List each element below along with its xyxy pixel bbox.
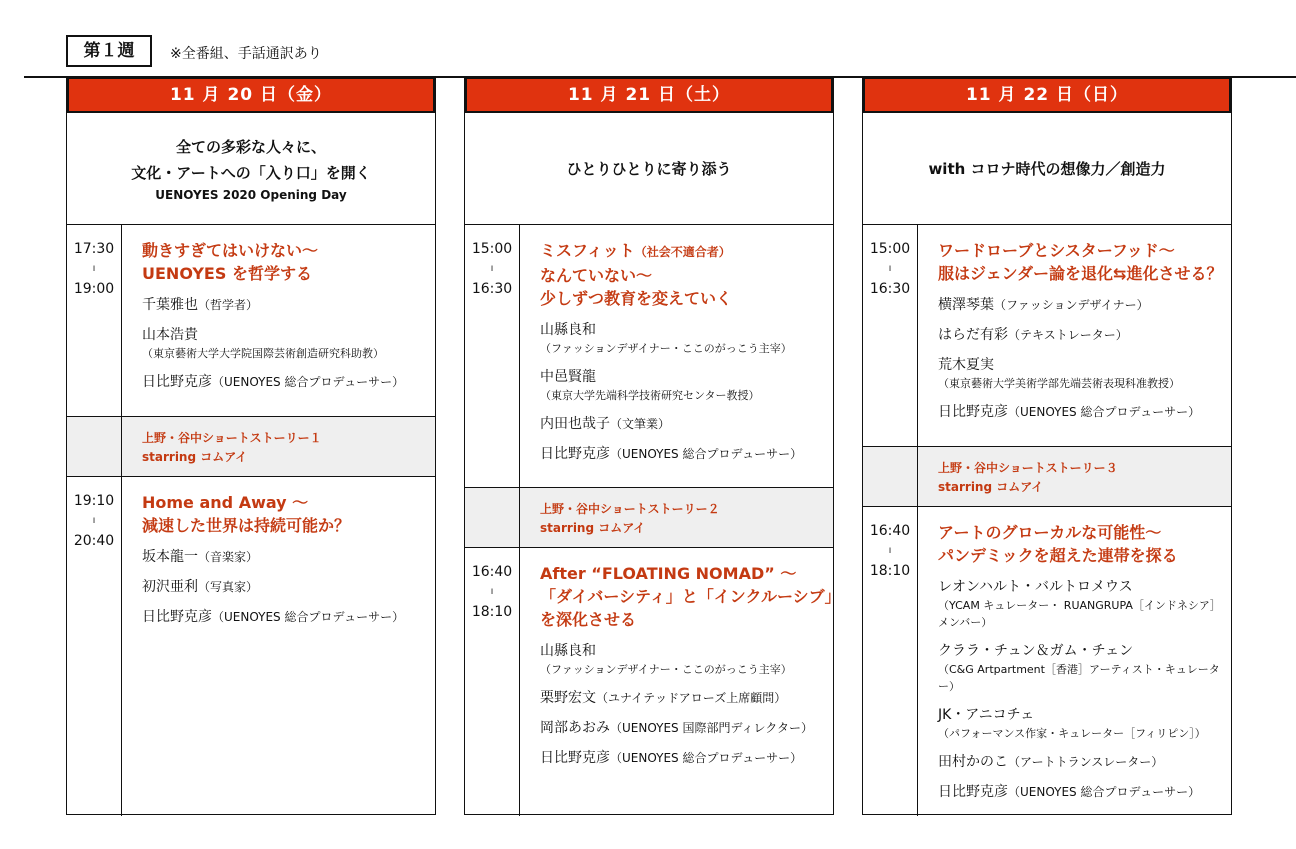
time-slot [465, 225, 520, 487]
speaker-role: （UENOYES 総合プロデューサー） [610, 447, 803, 461]
session-title-line: ワードローブとシスターフッド～ [938, 241, 1175, 260]
session-content [918, 447, 1231, 506]
speaker-role: （テキストレーター） [1008, 328, 1128, 342]
speaker-name: 日比野克彦 [938, 404, 1008, 420]
speaker-role: （東京大学先端科学技術研究センター教授） [540, 389, 760, 402]
speaker-role: （UENOYES 総合プロデューサー） [610, 751, 803, 765]
time-start: 17:30 [73, 241, 115, 257]
day-column [862, 76, 1232, 815]
speaker-name: 日比野克彦 [938, 784, 1008, 800]
session-content [918, 225, 1231, 446]
session-title [142, 239, 435, 285]
session-content [122, 477, 435, 816]
speaker-name: 日比野克彦 [142, 609, 212, 625]
title-note: （社会不適合者） [634, 245, 731, 259]
speaker-role: （YCAM キュレーター・ RUANGRUPA［インドネシア］メンバー） [938, 599, 1221, 629]
speaker-role: （UENOYES 総合プロデューサー） [1008, 785, 1201, 799]
rule-left [24, 76, 68, 78]
short-story-title: starring コムアイ [142, 450, 248, 464]
week-label: 第１週 [66, 35, 152, 67]
speaker [938, 325, 1231, 345]
rule-right [1228, 76, 1296, 78]
speaker [540, 641, 833, 678]
session-title-line: 減速した世界は持続可能か？ [142, 516, 351, 535]
short-story-title: 上野・谷中ショートストーリー１ [142, 431, 322, 445]
speaker [938, 402, 1231, 422]
time-start: 19:10 [73, 493, 115, 509]
session-title-line: 動きすぎてはいけない～ [142, 241, 319, 260]
speaker-name: 山縣良和 [540, 643, 596, 659]
speaker [142, 547, 435, 567]
speaker-role: （東京藝術大学大学院国際芸術創造研究科助教） [142, 347, 384, 360]
time-slot [863, 447, 918, 506]
session-title-line: After “FLOATING NOMAD” ～ [540, 564, 797, 583]
session-title-line: アートのグローカルな可能性～ [938, 523, 1162, 542]
time-slot [863, 225, 918, 446]
speaker-role: （UENOYES 国際部門ディレクター） [610, 721, 814, 735]
short-story-row [863, 447, 1231, 507]
speaker-role: （アートトランスレーター） [1008, 755, 1164, 769]
speaker [938, 641, 1231, 695]
session-title-line: 少しずつ教育を変えていく [540, 289, 733, 308]
session-title-line: UENOYES を哲学する [142, 264, 312, 283]
speaker-name: 荒木夏実 [938, 357, 994, 373]
speaker [142, 577, 435, 597]
speaker [540, 444, 833, 464]
session-content [918, 507, 1231, 816]
session-row [67, 225, 435, 417]
session-row [465, 225, 833, 488]
session-row [67, 477, 435, 816]
speaker-name: 内田也哉子 [540, 416, 610, 432]
time-start: 15:00 [471, 241, 513, 257]
session-title [142, 491, 435, 537]
speaker-role: （UENOYES 総合プロデューサー） [212, 375, 405, 389]
time-start: 15:00 [869, 241, 911, 257]
short-story-title: 上野・谷中ショートストーリー２ [540, 502, 720, 516]
theme-line: ひとりひとりに寄り添う [566, 159, 732, 178]
speaker-role: （パフォーマンス作家・キュレーター［フィリピン］） [938, 727, 1206, 740]
day-theme [863, 113, 1231, 225]
session-content [520, 225, 833, 487]
session-title-line: ミスフィット（社会不適合者） [540, 241, 731, 260]
sign-language-note: ※全番組、手話通訳あり [170, 46, 322, 62]
time-slot [465, 548, 520, 816]
time-end: 20:40 [73, 533, 115, 549]
speaker-name: クララ・チュン＆ガム・チェン [938, 643, 1134, 659]
theme-line: 文化・アートへの「入り口」を開く [131, 163, 371, 182]
speaker [540, 320, 833, 357]
speaker-name: 中邑賢龍 [540, 369, 596, 385]
speaker-role: （写真家） [198, 580, 259, 594]
time-separator: ı [490, 586, 494, 597]
speaker-role: （文筆業） [610, 417, 671, 431]
session-title [938, 239, 1231, 285]
time-start: 16:40 [471, 564, 513, 580]
speaker-role: （ユナイテッドアローズ上席顧問） [596, 691, 787, 705]
speaker [540, 748, 833, 768]
short-story-title: starring コムアイ [938, 480, 1044, 494]
speaker-role: （ファッションデザイナー） [994, 298, 1149, 312]
speaker [938, 705, 1231, 742]
speaker [142, 295, 435, 315]
speaker-role: （ファッションデザイナー・ここのがっこう主宰） [540, 663, 792, 676]
speaker-name: 日比野克彦 [142, 374, 212, 390]
session-row [465, 548, 841, 816]
session-title-line: なんていない～ [540, 266, 653, 285]
speaker [540, 367, 833, 404]
session-title-line: を深化させる [540, 610, 637, 629]
speaker [938, 577, 1231, 631]
day-theme [465, 113, 833, 225]
speaker [142, 607, 435, 627]
session-row [863, 225, 1231, 447]
speaker-role: （UENOYES 総合プロデューサー） [1008, 405, 1201, 419]
speaker-name: 横澤琴葉 [938, 297, 994, 313]
session-title-line: Home and Away ～ [142, 493, 309, 512]
time-separator: ı [92, 515, 96, 526]
session-content [520, 488, 833, 547]
speaker [540, 414, 833, 434]
speaker-name: 日比野克彦 [540, 446, 610, 462]
speaker-name: 初沢亜利 [142, 579, 198, 595]
speaker [540, 688, 833, 708]
theme-line: 全ての多彩な人々に、 [175, 137, 326, 156]
date-header: 11 月 20 日（金） [67, 77, 435, 113]
time-separator: ı [92, 263, 96, 274]
speaker-name: 栗野宏文 [540, 690, 596, 706]
speaker-name: はらだ有彩 [938, 327, 1008, 343]
speaker-name: レオンハルト・バルトロメウス [938, 579, 1133, 595]
speaker-role: （ファッションデザイナー・ここのがっこう主宰） [540, 342, 792, 355]
date-header: 11 月 21 日（土） [465, 77, 833, 113]
time-end: 18:10 [471, 604, 513, 620]
session-content [520, 548, 841, 816]
short-story-row [67, 417, 435, 477]
time-slot [67, 477, 122, 816]
speaker-name: 岡部あおみ [540, 720, 610, 736]
time-separator: ı [490, 263, 494, 274]
speaker-role: （哲学者） [198, 298, 259, 312]
speaker-name: 山本浩貴 [142, 327, 198, 343]
session-row [863, 507, 1231, 816]
speaker-name: 千葉雅也 [142, 297, 198, 313]
day-theme [67, 113, 435, 225]
speaker [938, 752, 1231, 772]
time-separator: ı [888, 545, 892, 556]
time-separator: ı [888, 263, 892, 274]
short-story-title: starring コムアイ [540, 521, 646, 535]
session-title-line: 「ダイバーシティ」と「インクルーシブ」 [540, 587, 841, 606]
speaker-role: （C&G Artpartment［香港］アーティスト・キュレーター） [938, 663, 1220, 693]
speaker [540, 718, 833, 738]
session-title [540, 239, 833, 310]
time-end: 19:00 [73, 281, 115, 297]
time-slot [863, 507, 918, 816]
speaker-role: （音楽家） [198, 550, 259, 564]
session-title [540, 562, 841, 631]
session-title-line: 服はジェンダー論を退化⇆進化させる？ [938, 264, 1223, 283]
time-end: 16:30 [869, 281, 911, 297]
rule-gap-1 [432, 76, 464, 78]
speaker [938, 355, 1231, 392]
speaker-name: 日比野克彦 [540, 750, 610, 766]
speaker [938, 782, 1231, 802]
rule-gap-2 [830, 76, 862, 78]
speaker-name: JK・アニコチェ [938, 707, 1035, 723]
session-content [122, 225, 435, 416]
time-slot [465, 488, 520, 547]
speaker [938, 295, 1231, 315]
speaker-name: 山縣良和 [540, 322, 596, 338]
short-story-row [465, 488, 833, 548]
time-start: 16:40 [869, 523, 911, 539]
time-end: 18:10 [869, 563, 911, 579]
day-column [464, 76, 841, 815]
theme-line: with コロナ時代の想像力／創造力 [928, 159, 1166, 178]
speaker-name: 田村かのこ [938, 754, 1008, 770]
session-content [122, 417, 435, 476]
time-end: 16:30 [471, 281, 513, 297]
session-title-line: パンデミックを超えた連帯を探る [938, 546, 1178, 565]
speaker [142, 325, 435, 362]
date-header: 11 月 22 日（日） [863, 77, 1231, 113]
day-column [66, 76, 436, 815]
speaker [142, 372, 435, 392]
time-slot [67, 225, 122, 416]
speaker-role: （東京藝術大学美術学部先端芸術表現科准教授） [938, 377, 1180, 390]
time-slot [67, 417, 122, 476]
speaker-name: 坂本龍一 [142, 549, 198, 565]
theme-subtitle: UENOYES 2020 Opening Day [155, 187, 347, 202]
short-story-title: 上野・谷中ショートストーリー３ [938, 461, 1118, 475]
session-title [938, 521, 1231, 567]
speaker-role: （UENOYES 総合プロデューサー） [212, 610, 405, 624]
